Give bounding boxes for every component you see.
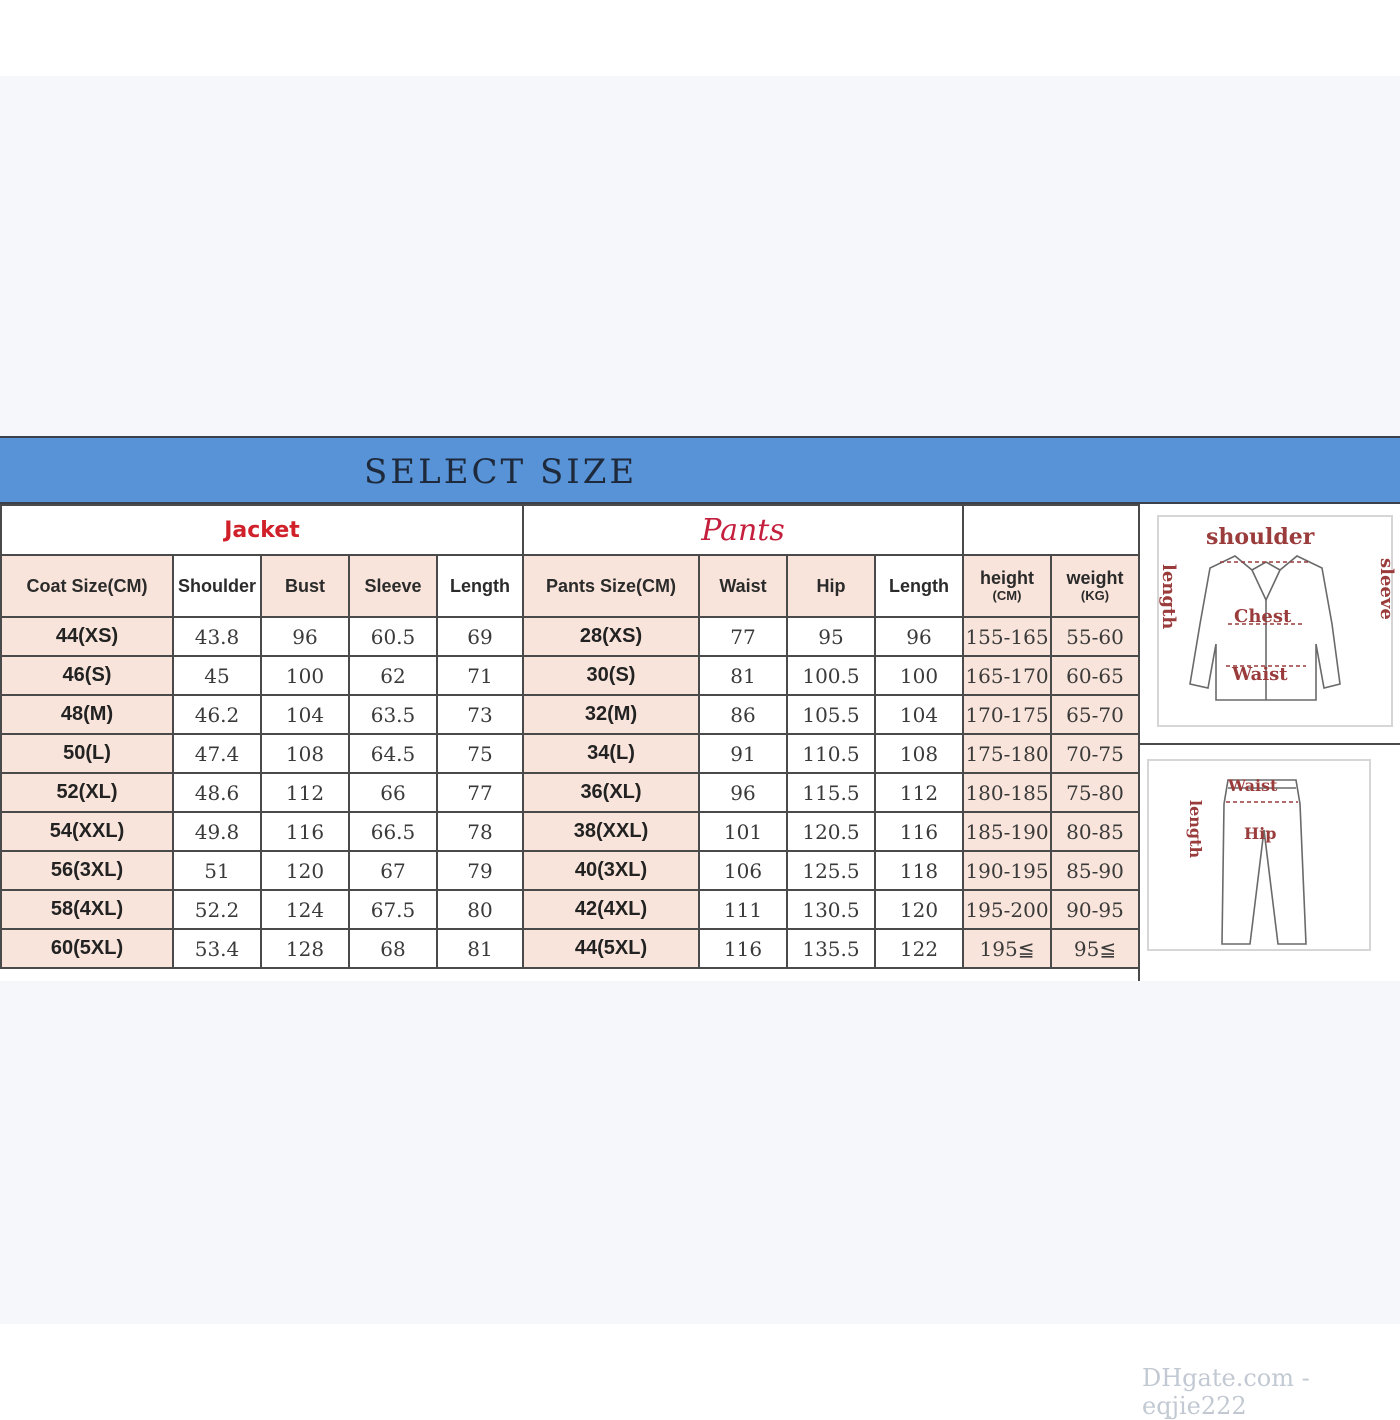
jacket-value-cell: 73 <box>437 695 523 734</box>
size-chart <box>0 436 1400 1420</box>
jacket-value-cell: 96 <box>261 617 349 656</box>
pants-value-cell: 101 <box>699 812 787 851</box>
table-row <box>1 851 1139 890</box>
coat-size-cell: 54(XXL) <box>1 812 173 851</box>
height-header <box>963 555 1051 617</box>
jacket-value-cell: 47.4 <box>173 734 261 773</box>
weight-cell: 70-75 <box>1051 734 1139 773</box>
jacket-value-cell: 66 <box>349 773 437 812</box>
height-cell: 180-185 <box>963 773 1051 812</box>
jacket-value-cell: 128 <box>261 929 349 968</box>
measurement-diagram <box>1138 504 1400 981</box>
coat-size-cell: 46(S) <box>1 656 173 695</box>
pants-value-cell: 91 <box>699 734 787 773</box>
jacket-value-cell: 80 <box>437 890 523 929</box>
pants-value-cell: 81 <box>699 656 787 695</box>
table-row <box>1 617 1139 656</box>
pants-value-cell: 96 <box>699 773 787 812</box>
header-cell: Coat Size(CM) <box>1 555 173 617</box>
pants-value-cell: 96 <box>875 617 963 656</box>
pants-value-cell: 77 <box>699 617 787 656</box>
pants-size-cell: 28(XS) <box>523 617 699 656</box>
jacket-value-cell: 67 <box>349 851 437 890</box>
jacket-value-cell: 64.5 <box>349 734 437 773</box>
sleeve-label: sleeve <box>1376 558 1397 620</box>
weight-cell: 75-80 <box>1051 773 1139 812</box>
jacket-value-cell: 53.4 <box>173 929 261 968</box>
weight-unit: (KG) <box>1080 587 1110 603</box>
jacket-section <box>1 505 523 555</box>
pants-value-cell: 116 <box>699 929 787 968</box>
pants-value-cell: 100.5 <box>787 656 875 695</box>
pants-value-cell: 115.5 <box>787 773 875 812</box>
jacket-value-cell: 75 <box>437 734 523 773</box>
weight-header <box>1051 555 1139 617</box>
pants-value-cell: 106 <box>699 851 787 890</box>
pants-length-label: length <box>1186 800 1205 859</box>
pants-value-cell: 130.5 <box>787 890 875 929</box>
pants-value-cell: 125.5 <box>787 851 875 890</box>
pants-size-cell: 42(4XL) <box>523 890 699 929</box>
pants-value-cell: 110.5 <box>787 734 875 773</box>
header-cell: Bust <box>261 555 349 617</box>
hip-label: Hip <box>1244 824 1277 843</box>
height-cell: 175-180 <box>963 734 1051 773</box>
body-section <box>963 505 1139 555</box>
chest-label: Chest <box>1234 606 1292 627</box>
pants-value-cell: 116 <box>875 812 963 851</box>
height-label: height <box>980 567 1034 588</box>
jacket-value-cell: 71 <box>437 656 523 695</box>
coat-size-cell: 44(XS) <box>1 617 173 656</box>
table-row <box>1 812 1139 851</box>
height-cell: 155-165 <box>963 617 1051 656</box>
height-cell: 170-175 <box>963 695 1051 734</box>
coat-size-cell: 48(M) <box>1 695 173 734</box>
jacket-value-cell: 79 <box>437 851 523 890</box>
pants-value-cell: 111 <box>699 890 787 929</box>
jacket-value-cell: 120 <box>261 851 349 890</box>
pants-value-cell: 100 <box>875 656 963 695</box>
table-row <box>1 773 1139 812</box>
jacket-value-cell: 100 <box>261 656 349 695</box>
pants-waist-label: Waist <box>1228 776 1278 795</box>
pants-size-cell: 44(5XL) <box>523 929 699 968</box>
table-row <box>1 734 1139 773</box>
jacket-title: Jacket <box>224 517 300 543</box>
weight-cell: 55-60 <box>1051 617 1139 656</box>
weight-label: weight <box>1066 567 1124 588</box>
jacket-value-cell: 63.5 <box>349 695 437 734</box>
jacket-value-cell: 60.5 <box>349 617 437 656</box>
pants-size-cell: 40(3XL) <box>523 851 699 890</box>
jacket-value-cell: 48.6 <box>173 773 261 812</box>
jacket-value-cell: 108 <box>261 734 349 773</box>
jacket-value-cell: 69 <box>437 617 523 656</box>
height-cell: 195≦ <box>963 929 1051 968</box>
title-bar <box>0 436 1400 504</box>
header-cell: Sleeve <box>349 555 437 617</box>
jacket-value-cell: 104 <box>261 695 349 734</box>
pants-value-cell: 104 <box>875 695 963 734</box>
pants-value-cell: 135.5 <box>787 929 875 968</box>
jacket-value-cell: 112 <box>261 773 349 812</box>
weight-cell: 85-90 <box>1051 851 1139 890</box>
watermark: DHgate.com - eqjie222 <box>1142 1364 1310 1420</box>
header-cell: Length <box>437 555 523 617</box>
header-cell: Pants Size(CM) <box>523 555 699 617</box>
table-row <box>1 695 1139 734</box>
pants-section <box>523 505 963 555</box>
height-cell: 165-170 <box>963 656 1051 695</box>
pants-value-cell: 105.5 <box>787 695 875 734</box>
jacket-value-cell: 46.2 <box>173 695 261 734</box>
pants-size-cell: 34(L) <box>523 734 699 773</box>
pants-value-cell: 118 <box>875 851 963 890</box>
header-cell: Length <box>875 555 963 617</box>
height-cell: 190-195 <box>963 851 1051 890</box>
jacket-value-cell: 78 <box>437 812 523 851</box>
height-cell: 195-200 <box>963 890 1051 929</box>
coat-size-cell: 60(5XL) <box>1 929 173 968</box>
chart-title: SELECT SIZE <box>364 452 638 492</box>
pants-value-cell: 112 <box>875 773 963 812</box>
jacket-value-cell: 52.2 <box>173 890 261 929</box>
pants-value-cell: 95 <box>787 617 875 656</box>
pants-value-cell: 108 <box>875 734 963 773</box>
jacket-value-cell: 77 <box>437 773 523 812</box>
height-unit: (CM) <box>992 587 1022 603</box>
coat-size-cell: 50(L) <box>1 734 173 773</box>
pants-value-cell: 86 <box>699 695 787 734</box>
coat-size-cell: 52(XL) <box>1 773 173 812</box>
coat-size-cell: 56(3XL) <box>1 851 173 890</box>
jacket-length-label: length <box>1158 564 1179 630</box>
header-cell: Shoulder <box>173 555 261 617</box>
pants-value-cell: 120 <box>875 890 963 929</box>
weight-cell: 95≦ <box>1051 929 1139 968</box>
size-table <box>0 504 1140 969</box>
section-header-row <box>1 505 1139 555</box>
jacket-value-cell: 62 <box>349 656 437 695</box>
pants-value-cell: 122 <box>875 929 963 968</box>
jacket-value-cell: 68 <box>349 929 437 968</box>
pants-size-cell: 30(S) <box>523 656 699 695</box>
table-row <box>1 929 1139 968</box>
column-header-row <box>1 555 1139 617</box>
weight-cell: 90-95 <box>1051 890 1139 929</box>
pants-size-cell: 38(XXL) <box>523 812 699 851</box>
pants-title: Pants <box>701 512 785 548</box>
weight-cell: 65-70 <box>1051 695 1139 734</box>
jacket-value-cell: 116 <box>261 812 349 851</box>
table-row <box>1 656 1139 695</box>
garment-diagram-svg <box>1140 504 1400 981</box>
jacket-value-cell: 81 <box>437 929 523 968</box>
header-cell: Hip <box>787 555 875 617</box>
pants-value-cell: 120.5 <box>787 812 875 851</box>
weight-cell: 60-65 <box>1051 656 1139 695</box>
jacket-value-cell: 45 <box>173 656 261 695</box>
pants-size-cell: 36(XL) <box>523 773 699 812</box>
coat-size-cell: 58(4XL) <box>1 890 173 929</box>
weight-cell: 80-85 <box>1051 812 1139 851</box>
height-cell: 185-190 <box>963 812 1051 851</box>
jacket-waist-label: Waist <box>1232 664 1288 685</box>
pants-size-cell: 32(M) <box>523 695 699 734</box>
jacket-value-cell: 49.8 <box>173 812 261 851</box>
jacket-value-cell: 43.8 <box>173 617 261 656</box>
jacket-value-cell: 51 <box>173 851 261 890</box>
jacket-value-cell: 66.5 <box>349 812 437 851</box>
table-row <box>1 890 1139 929</box>
jacket-value-cell: 67.5 <box>349 890 437 929</box>
shoulder-label: shoulder <box>1206 524 1315 550</box>
header-cell: Waist <box>699 555 787 617</box>
jacket-value-cell: 124 <box>261 890 349 929</box>
